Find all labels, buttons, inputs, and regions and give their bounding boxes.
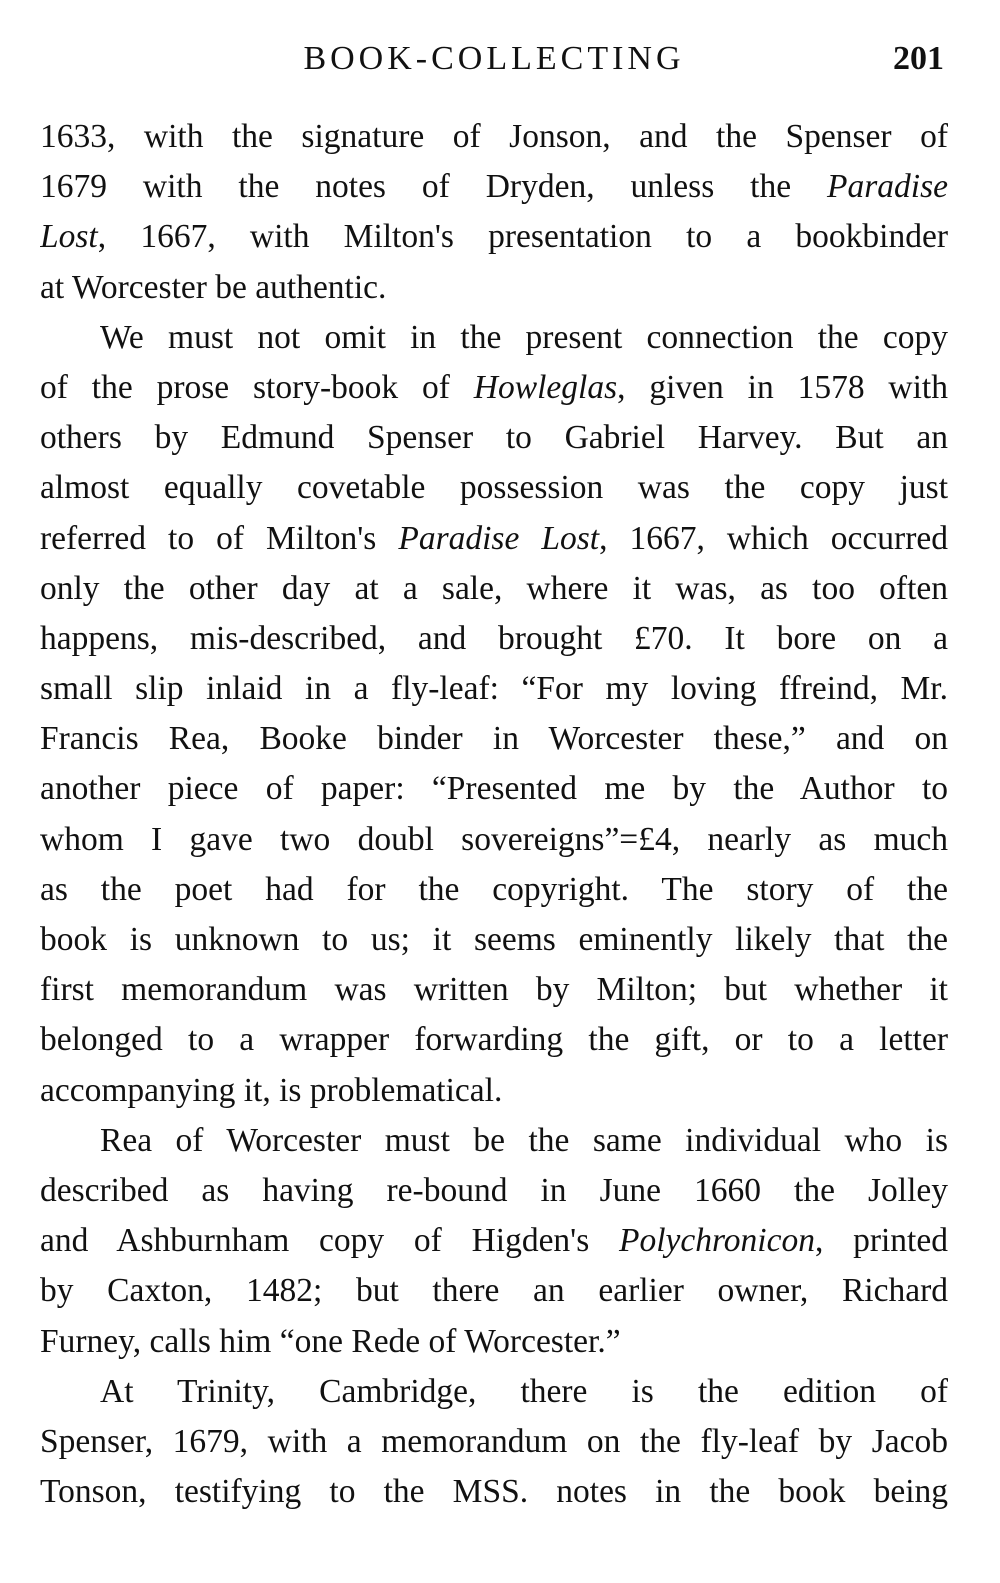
text-line: Lost, 1667, with Milton's presentation to a bookbinder: [40, 218, 948, 256]
text-line: referred to of Milton's Paradise Lost, 1667, which occurred: [40, 519, 948, 557]
text-line: 1633, with the signature of Jonson, and the Spenser of: [40, 118, 948, 155]
text-line: as the poet had for the copyright. The story of the: [40, 870, 948, 908]
text-line: 1679 with the notes of Dryden, unless the Paradise: [40, 168, 948, 206]
text-line: Furney, calls him “one Rede of Worcester.”: [40, 1322, 621, 1360]
text-line: described as having re-bound in June 1660 the Jolley: [40, 1171, 948, 1209]
text-line: whom I gave two doubl sovereigns”=£4, nearly as much: [40, 820, 948, 858]
text-line: Spenser, 1679, with a memorandum on the fly-leaf by Jacob: [40, 1422, 948, 1460]
text-line: almost equally covetable possession was the copy just: [40, 469, 948, 507]
text-line: others by Edmund Spenser to Gabriel Harvey. But an: [40, 419, 948, 457]
text-line: Francis Rea, Booke binder in Worcester these,” and on: [40, 720, 948, 758]
text-line: small slip inlaid in a fly-leaf: “For my loving ffreind, Mr.: [40, 670, 948, 708]
text-line: accompanying it, is problematical.: [40, 1071, 503, 1109]
text-line: of the prose story-book of Howleglas, given in 1578 with: [40, 368, 948, 406]
text-line: only the other day at a sale, where it was, as too often: [40, 569, 948, 607]
body-text: [40, 112, 948, 1517]
page-header: [40, 40, 948, 88]
text-line: and Ashburnham copy of Higden's Polychronicon, printed: [40, 1222, 948, 1260]
text-line: Tonson, testifying to the MSS. notes in the book being: [40, 1473, 948, 1511]
text-line: Rea of Worcester must be the same individual who is: [100, 1121, 948, 1159]
text-line: happens, mis-described, and brought £70. It bore on a: [40, 619, 948, 657]
text-line: At Trinity, Cambridge, there is the edition of: [100, 1372, 948, 1410]
text-line: first memorandum was written by Milton; but whether it: [40, 971, 948, 1009]
text-line: by Caxton, 1482; but there an earlier owner, Richard: [40, 1272, 948, 1310]
text-line: at Worcester be authentic.: [40, 268, 387, 306]
text-line: belonged to a wrapper forwarding the gift, or to a letter: [40, 1021, 948, 1059]
text-line: book is unknown to us; it seems eminently likely that the: [40, 921, 948, 958]
page-number: 201: [893, 40, 944, 77]
book-page: [40, 40, 948, 1517]
running-title: BOOK-COLLECTING: [303, 40, 685, 77]
text-line: another piece of paper: “Presented me by the Author to: [40, 770, 948, 808]
text-line: We must not omit in the present connection the copy: [100, 318, 948, 356]
